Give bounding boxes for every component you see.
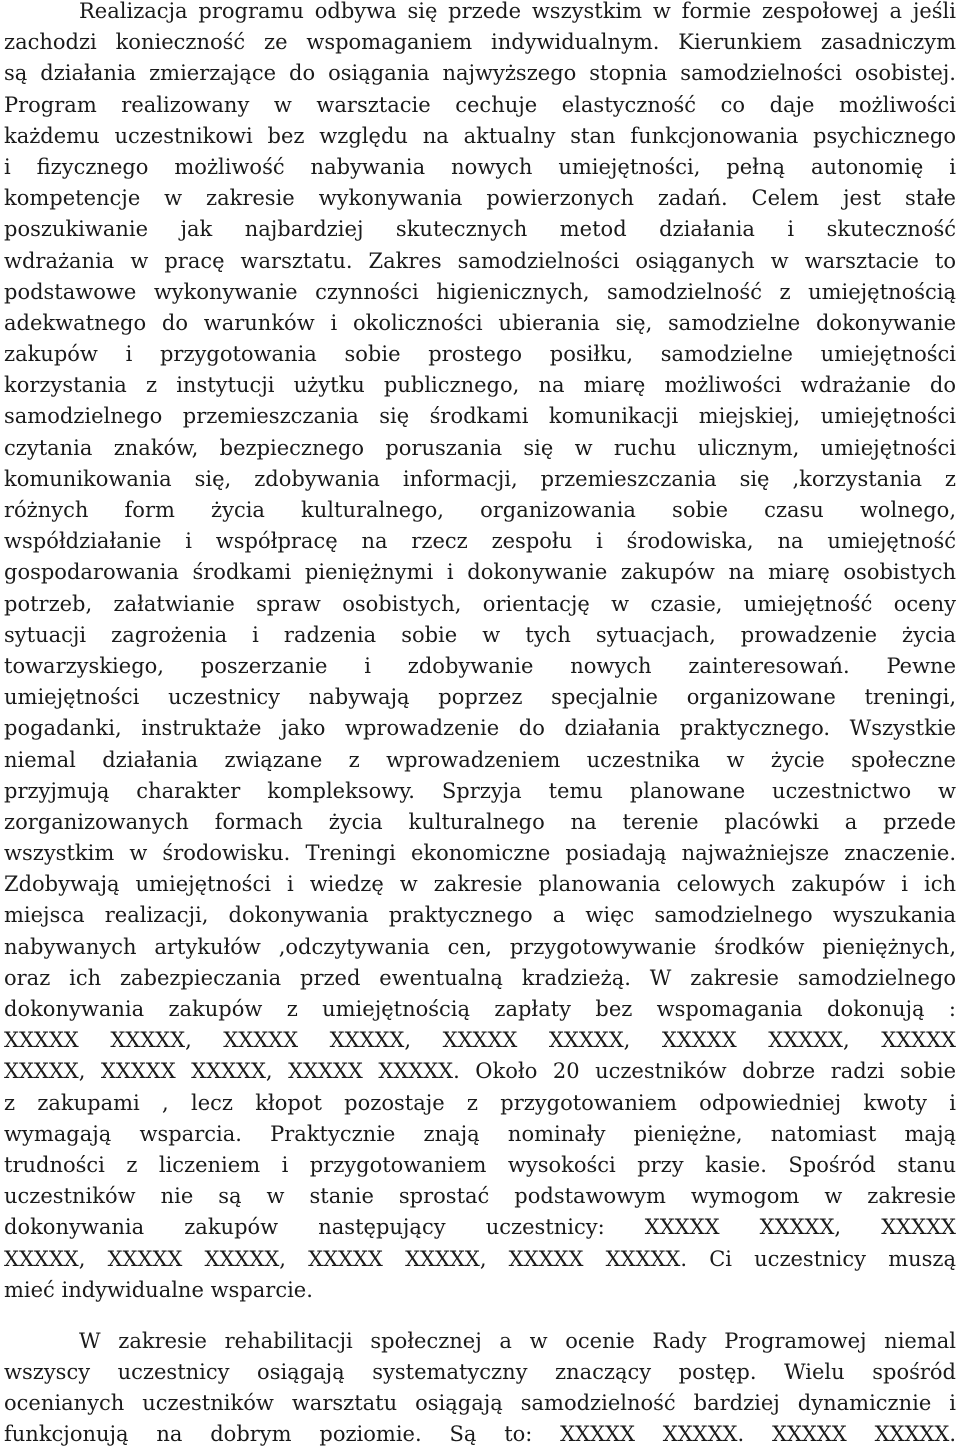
- text-line: oraz ich zabezpieczania przed ewentualną kradzieżą. W zakresie samodzielnego: [4, 965, 956, 990]
- text-line: Realizacja programu odbywa się przede wszystkim w formie zespołowej a jeśli: [79, 0, 956, 23]
- text-line: korzystania z instytucji użytku publicznego, na miarę możliwości wdrażanie do: [4, 373, 956, 398]
- text-line: zakupów i przygotowania sobie prostego posiłku, samodzielne umiejętności: [4, 342, 956, 367]
- text-line: z zakupami , lecz kłopot pozostaje z przygotowaniem odpowiedniej kwoty i: [4, 1090, 956, 1115]
- text-line: umiejętności uczestnicy nabywają poprzez specjalnie organizowane treningi,: [4, 685, 956, 710]
- paragraph-rehabilitation: [4, 1326, 956, 1451]
- text-line: towarzyskiego, poszerzanie i zdobywanie nowych zainteresowań. Pewne: [4, 653, 956, 678]
- text-line: różnych form życia kulturalnego, organizowania sobie czasu wolnego,: [4, 498, 956, 522]
- text-line: gospodarowania środkami pieniężnymi i dokonywanie zakupów na miarę osobistych: [4, 560, 956, 585]
- text-line: każdemu uczestnikowi bez względu na aktualny stan funkcjonowania psychicznego: [4, 123, 956, 148]
- text-line: nabywanych artykułów ,odczytywania cen, przygotowywanie środków pieniężnych,: [4, 934, 956, 959]
- text-line: uczestników nie są w stanie sprostać podstawowym wymogom w zakresie: [4, 1184, 956, 1209]
- text-line: komunikowania się, zdobywania informacji, przemieszczania się ,korzystania z: [4, 466, 956, 491]
- text-line: XXXXX, XXXXX XXXXX, XXXXX XXXXX, XXXXX XXXXX. Ci uczestnicy muszą: [4, 1246, 956, 1271]
- text-line: wdrażania w pracę warsztatu. Zakres samodzielności osiąganych w warsztacie to: [4, 248, 956, 273]
- text-line: są działania zmierzające do osiągania najwyższego stopnia samodzielności osobistej.: [4, 61, 956, 86]
- text-line: W zakresie rehabilitacji społecznej a w ocenie Rady Programowej niemal: [79, 1328, 956, 1353]
- text-line: XXXXX, XXXXX XXXXX, XXXXX XXXXX. Około 20 uczestników dobrze radzi sobie: [4, 1059, 956, 1084]
- text-line: czytania znaków, bezpiecznego poruszania się w ruchu ulicznym, umiejętności: [4, 435, 956, 460]
- text-line: wszyscy uczestnicy osiągają systematyczny znaczący postęp. Wielu spośród: [4, 1360, 956, 1385]
- text-line: podstawowe wykonywanie czynności higienicznych, samodzielność z umiejętnością: [4, 279, 956, 304]
- text-line: przyjmują charakter kompleksowy. Sprzyja temu planowane uczestnictwo w: [4, 778, 956, 803]
- text-line: potrzeb, załatwianie spraw osobistych, orientację w czasie, umiejętność oceny: [4, 591, 956, 616]
- text-line: pogadanki, instruktaże jako wprowadzenie do działania praktycznego. Wszystkie: [4, 716, 956, 741]
- text-line: ocenianych uczestników warsztatu osiągają samodzielność bardziej dynamicznie i: [4, 1391, 956, 1416]
- text-line: funkcjonują na dobrym poziomie. Są to: XXXXX XXXXX. XXXXX XXXXX.: [4, 1422, 956, 1447]
- text-line: XXXXX XXXXX, XXXXX XXXXX, XXXXX XXXXX, XXXXX XXXXX, XXXXX: [4, 1028, 956, 1053]
- text-line: poszukiwanie jak najbardziej skutecznych metod działania i skuteczność: [4, 217, 956, 242]
- text-line: współdziałanie i współpracę na rzecz zespołu i środowiska, na umiejętność: [4, 529, 956, 554]
- paragraph-program: [4, 0, 956, 1306]
- text-line: i fizycznego możliwość nabywania nowych umiejętności, pełną autonomię i: [4, 154, 956, 179]
- text-line: miejsca realizacji, dokonywania praktycznego a więc samodzielnego wyszukania: [4, 903, 956, 928]
- text-line: Zdobywają umiejętności i wiedzę w zakresie planowania celowych zakupów i ich: [4, 872, 956, 897]
- paragraph-spacer: [4, 1306, 956, 1326]
- text-line: dokonywania zakupów następujący uczestnicy: XXXXX XXXXX, XXXXX: [4, 1215, 956, 1240]
- text-line: adekwatnego do warunków i okoliczności ubierania się, samodzielne dokonywanie: [4, 310, 956, 335]
- text-line: mieć indywidualne wsparcie.: [4, 1277, 313, 1302]
- text-line: trudności z liczeniem i przygotowaniem wysokości przy kasie. Spośród stanu: [4, 1152, 956, 1177]
- text-line: kompetencje w zakresie wykonywania powierzonych zadań. Celem jest stałe: [4, 186, 956, 211]
- text-line: samodzielnego przemieszczania się środkami komunikacji miejskiej, umiejętności: [4, 404, 956, 429]
- text-line: niemal działania związane z wprowadzeniem uczestnika w życie społeczne: [4, 747, 956, 772]
- text-line: wszystkim w środowisku. Treningi ekonomiczne posiadają najważniejsze znaczenie.: [4, 841, 956, 866]
- text-line: zachodzi konieczność ze wspomaganiem indywidualnym. Kierunkiem zasadniczym: [4, 30, 956, 55]
- text-line: zorganizowanych formach życia kulturalnego na terenie placówki a przede: [4, 809, 956, 834]
- text-line: sytuacji zagrożenia i radzenia sobie w tych sytuacjach, prowadzenie życia: [4, 622, 956, 647]
- text-line: wymagają wsparcia. Praktycznie znają nominały pieniężne, natomiast mają: [4, 1121, 956, 1146]
- text-line: dokonywania zakupów z umiejętnością zapłaty bez wspomagania dokonują :: [4, 997, 956, 1021]
- text-line: Program realizowany w warsztacie cechuje elastyczność co daje możliwości: [4, 92, 956, 117]
